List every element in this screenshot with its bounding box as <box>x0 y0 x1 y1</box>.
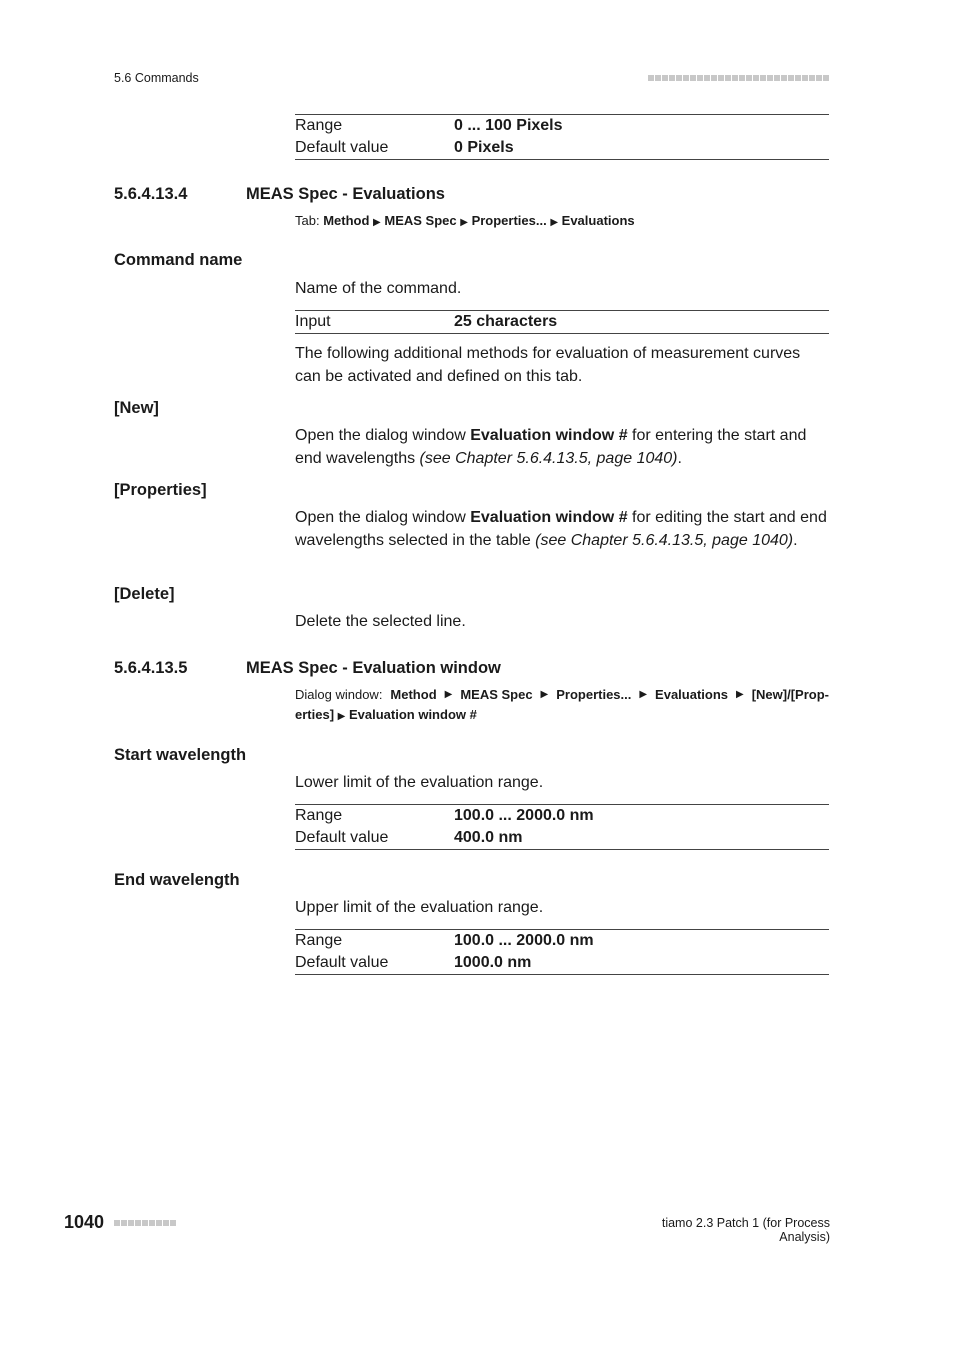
table-key: Default value <box>295 139 389 156</box>
table-key: Range <box>295 807 343 824</box>
section-number: 5.6.4.13.5 <box>114 659 188 677</box>
table-value: 1000.0 nm <box>454 954 532 971</box>
table-row <box>295 827 829 849</box>
table-row <box>295 137 829 159</box>
dialog-name: Evaluation window # <box>470 427 628 444</box>
table-row <box>295 311 829 333</box>
table-row <box>295 952 829 974</box>
section-title: MEAS Spec - Evaluations <box>246 185 445 203</box>
breadcrumb-item: Properties... <box>471 213 547 228</box>
section-title: MEAS Spec - Evaluation window <box>246 659 501 677</box>
table-value: 0 ... 100 Pixels <box>454 117 563 134</box>
breadcrumb <box>295 211 829 233</box>
table-key: Range <box>295 117 343 134</box>
breadcrumb-item: erties] <box>295 707 335 722</box>
breadcrumb-line <box>295 705 829 727</box>
arrow-right-icon: ▶ <box>550 217 559 228</box>
new-description <box>295 425 829 470</box>
table-key: Input <box>295 313 331 330</box>
arrow-right-icon: ▶ <box>444 689 453 700</box>
breadcrumb-item: MEAS Spec <box>384 213 457 228</box>
table-row <box>295 805 829 827</box>
table-value: 100.0 ... 2000.0 nm <box>454 932 594 949</box>
breadcrumb-item: Evaluations <box>655 687 729 702</box>
section-heading-evaluations <box>114 185 445 204</box>
text-run: Open the dialog window <box>295 427 471 444</box>
header-decoration-squares <box>648 75 830 81</box>
table-row <box>295 930 829 952</box>
page-number: 1040 <box>64 1212 105 1232</box>
breadcrumb <box>295 685 829 727</box>
parameter-label-new: [New] <box>114 399 159 417</box>
parameter-label-properties: [Properties] <box>114 481 207 499</box>
table-row <box>295 115 829 137</box>
text-run: Open the dialog window <box>295 509 471 526</box>
arrow-right-icon: ▶ <box>373 217 381 228</box>
table-key: Default value <box>295 954 389 971</box>
end-wavelength-table <box>295 929 829 975</box>
breadcrumb-item: Evaluations <box>561 213 635 228</box>
delete-description: Delete the selected line. <box>295 613 466 630</box>
parameter-label-delete: [Delete] <box>114 585 175 603</box>
table-key: Range <box>295 932 343 949</box>
breadcrumb-line <box>295 685 829 705</box>
arrow-right-icon: ▶ <box>540 689 549 700</box>
breadcrumb-item: Method <box>323 213 370 228</box>
cross-reference-link[interactable]: (see Chapter 5.6.4.13.5, page 1040) <box>419 449 678 467</box>
parameter-label-start-wavelength: Start wavelength <box>114 746 247 764</box>
breadcrumb-item: MEAS Spec <box>460 687 533 702</box>
section-heading-evaluation-window <box>114 659 501 678</box>
table-value: 25 characters <box>454 313 558 330</box>
arrow-right-icon: ▶ <box>337 711 346 722</box>
start-wavelength-description: Lower limit of the evaluation range. <box>295 774 544 791</box>
product-name: tiamo 2.3 Patch 1 (for Process Analysis) <box>661 1216 830 1244</box>
cross-reference-link[interactable]: (see Chapter 5.6.4.13.5, page 1040) <box>535 531 794 549</box>
text-run: . <box>677 449 682 467</box>
text-run: . <box>793 531 798 549</box>
breadcrumb-item: Evaluation window # <box>348 707 477 722</box>
footer-decoration-squares <box>114 1220 176 1226</box>
dialog-name: Evaluation window # <box>470 509 628 526</box>
breadcrumb-prefix: Dialog window: <box>295 687 383 702</box>
table-value: 100.0 ... 2000.0 nm <box>454 807 594 824</box>
section-number: 5.6.4.13.4 <box>114 185 188 203</box>
pixels-parameter-table <box>295 114 829 160</box>
arrow-right-icon: ▶ <box>736 689 744 700</box>
properties-description <box>295 507 829 552</box>
end-wavelength-description: Upper limit of the evaluation range. <box>295 899 544 916</box>
breadcrumb-item: [New]/[Prop- <box>751 687 829 702</box>
additional-methods-text: The following additional methods for evaluation of measurement curves can be activated and defined on this tab. <box>295 345 801 385</box>
breadcrumb-item: Method <box>390 687 437 702</box>
input-parameter-table <box>295 310 829 334</box>
table-value: 0 Pixels <box>454 139 514 156</box>
start-wavelength-table <box>295 804 829 850</box>
breadcrumb-prefix: Tab: <box>295 213 324 228</box>
table-value: 400.0 nm <box>454 829 523 846</box>
running-header-section: 5.6 Commands <box>114 71 199 85</box>
text-run: for entering the start and end wavelengths <box>295 427 807 467</box>
breadcrumb-item: Properties... <box>556 687 632 702</box>
parameter-label-command-name: Command name <box>114 251 243 269</box>
arrow-right-icon: ▶ <box>639 689 648 700</box>
parameter-label-end-wavelength: End wavelength <box>114 871 240 889</box>
command-name-description: Name of the command. <box>295 280 462 297</box>
arrow-right-icon: ▶ <box>460 217 468 228</box>
table-key: Default value <box>295 829 389 846</box>
text-run: for editing the start and end wavelengths selected in the table <box>295 509 827 549</box>
